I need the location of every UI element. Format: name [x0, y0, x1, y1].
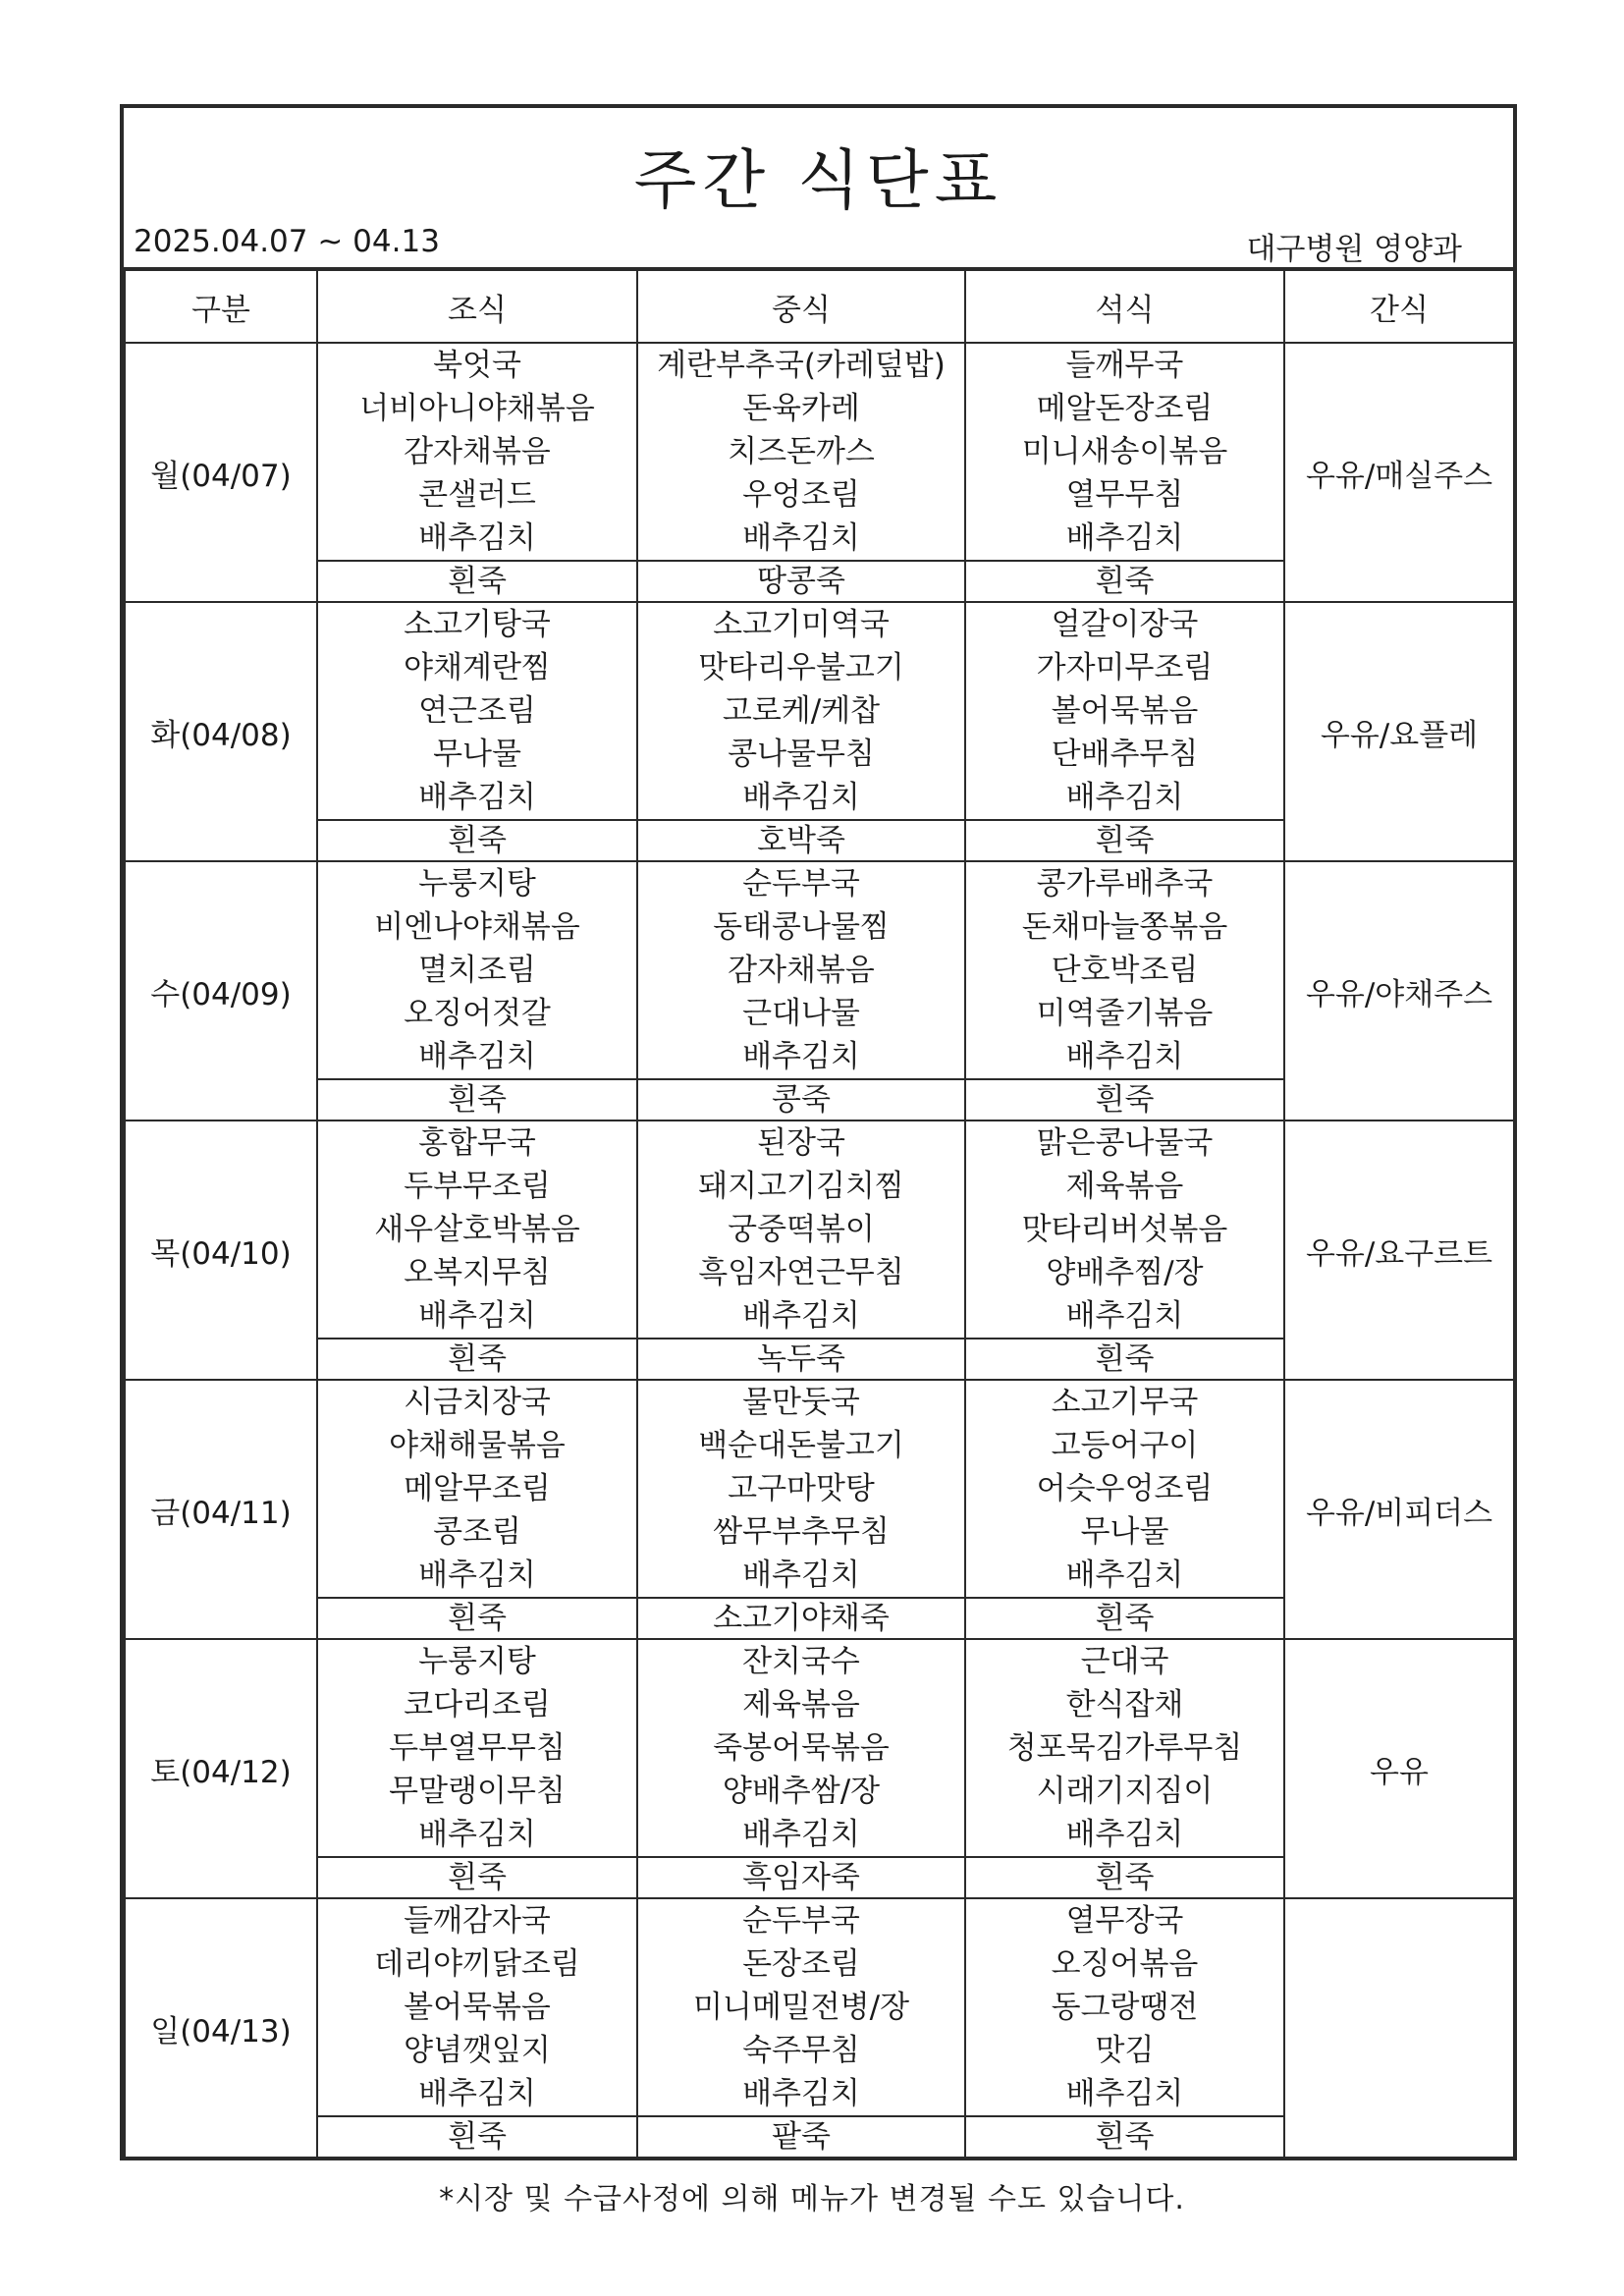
dish-item: 배추김치 — [1065, 780, 1184, 815]
dish-item: 고등어구이 — [1051, 1428, 1199, 1463]
breakfast-cell — [317, 861, 637, 1079]
dinner-cell — [965, 1898, 1284, 2116]
dish-item: 계란부추국(카레덮밥) — [657, 348, 946, 383]
lunch-porridge: 땅콩죽 — [637, 561, 965, 602]
dish-item: 어슷우엉조림 — [1036, 1471, 1214, 1506]
dish-item: 맛타리우불고기 — [698, 650, 904, 685]
day-label: 월(04/07) — [125, 343, 317, 602]
dish-item: 단배추무침 — [1051, 737, 1199, 772]
dish-item: 배추김치 — [418, 2076, 536, 2111]
dish-item: 오복지무침 — [404, 1255, 551, 1290]
lunch-cell — [637, 1121, 965, 1339]
dish-item: 누룽지탕 — [418, 1644, 536, 1679]
lunch-cell — [637, 1639, 965, 1857]
dish-item: 한식잡채 — [1065, 1687, 1184, 1722]
day-label: 토(04/12) — [125, 1639, 317, 1898]
dish-item: 제육볶음 — [742, 1687, 860, 1722]
dish-item: 배추김치 — [1065, 1298, 1184, 1334]
dish-item: 들깨감자국 — [404, 1903, 551, 1939]
dish-item: 근대국 — [1080, 1644, 1169, 1679]
dish-item: 양배추찜/장 — [1046, 1255, 1204, 1290]
dish-item: 양념깻잎지 — [404, 2033, 551, 2068]
dish-item: 두부무조림 — [404, 1169, 551, 1204]
breakfast-porridge: 흰죽 — [317, 1857, 637, 1898]
dish-item: 소고기미역국 — [713, 607, 890, 642]
dish-item: 멸치조림 — [418, 953, 536, 988]
dish-item: 가자미무조림 — [1036, 650, 1214, 685]
day-label: 일(04/13) — [125, 1898, 317, 2158]
dish-item: 시금치장국 — [404, 1385, 551, 1420]
dish-item: 죽봉어묵볶음 — [713, 1730, 890, 1766]
page-title: 주간 식단표 — [633, 142, 1003, 218]
lunch-porridge: 호박죽 — [637, 820, 965, 861]
dish-item: 돈장조림 — [742, 1946, 860, 1982]
dish-item: 배추김치 — [418, 780, 536, 815]
dish-item: 배추김치 — [742, 1817, 860, 1852]
department-name: 대구병원 영양과 — [1246, 232, 1462, 267]
dinner-porridge: 흰죽 — [965, 820, 1284, 861]
dish-item: 들깨무국 — [1065, 348, 1184, 383]
breakfast-cell — [317, 1380, 637, 1598]
dish-item: 야채해물볶음 — [389, 1428, 566, 1463]
breakfast-cell — [317, 1898, 637, 2116]
dish-item: 순두부국 — [742, 1903, 860, 1939]
header-dinner: 석식 — [965, 269, 1284, 343]
day-label: 금(04/11) — [125, 1380, 317, 1639]
dish-item: 배추김치 — [1065, 1039, 1184, 1074]
dish-item: 메알돈장조림 — [1036, 391, 1214, 426]
dish-item: 오징어볶음 — [1051, 1946, 1199, 1982]
dish-item: 청포묵김가루무침 — [1006, 1730, 1243, 1766]
dish-item: 배추김치 — [742, 780, 860, 815]
dish-item: 홍합무국 — [418, 1125, 536, 1161]
lunch-porridge: 소고기야채죽 — [637, 1598, 965, 1639]
breakfast-porridge: 흰죽 — [317, 2116, 637, 2158]
dinner-cell — [965, 1380, 1284, 1598]
dinner-porridge: 흰죽 — [965, 2116, 1284, 2158]
day-row — [125, 1380, 1514, 1598]
dish-item: 배추김치 — [742, 1039, 860, 1074]
dish-item: 무나물 — [1080, 1514, 1169, 1550]
breakfast-cell — [317, 1639, 637, 1857]
breakfast-cell — [317, 602, 637, 820]
lunch-porridge: 콩죽 — [637, 1079, 965, 1121]
dish-item: 배추김치 — [418, 520, 536, 556]
dish-item: 배추김치 — [418, 1817, 536, 1852]
dinner-porridge: 흰죽 — [965, 1598, 1284, 1639]
breakfast-porridge: 흰죽 — [317, 1598, 637, 1639]
dish-item: 소고기무국 — [1051, 1385, 1199, 1420]
breakfast-porridge: 흰죽 — [317, 820, 637, 861]
dinner-cell — [965, 343, 1284, 561]
snack-cell: 우유/요플레 — [1284, 602, 1514, 861]
dish-item: 볼어묵볶음 — [1051, 693, 1199, 729]
dish-item: 단호박조림 — [1051, 953, 1199, 988]
dish-item: 무나물 — [433, 737, 521, 772]
menu-sheet — [120, 104, 1517, 2160]
snack-cell: 우유/비피더스 — [1284, 1380, 1514, 1639]
header-lunch: 중식 — [637, 269, 965, 343]
dinner-porridge: 흰죽 — [965, 1339, 1284, 1380]
dish-item: 배추김치 — [1065, 1558, 1184, 1593]
dish-item: 고로케/케찹 — [722, 693, 881, 729]
snack-cell: 우유/야채주스 — [1284, 861, 1514, 1121]
lunch-cell — [637, 1380, 965, 1598]
dish-item: 콘샐러드 — [418, 477, 536, 513]
snack-cell: 우유/매실주스 — [1284, 343, 1514, 602]
day-row — [125, 1898, 1514, 2116]
day-label: 화(04/08) — [125, 602, 317, 861]
dish-item: 궁중떡볶이 — [728, 1212, 875, 1247]
dish-item: 잔치국수 — [742, 1644, 860, 1679]
menu-body — [125, 343, 1514, 2158]
dish-item: 고구마맛탕 — [728, 1471, 875, 1506]
dish-item: 돈육카레 — [742, 391, 860, 426]
dish-item: 양배추쌈/장 — [722, 1774, 881, 1809]
breakfast-porridge: 흰죽 — [317, 561, 637, 602]
dish-item: 데리야끼닭조림 — [374, 1946, 580, 1982]
dish-item: 동그랑땡전 — [1051, 1990, 1199, 2025]
dish-item: 너비아니야채볶음 — [359, 391, 595, 426]
dish-item: 배추김치 — [418, 1298, 536, 1334]
dinner-cell — [965, 602, 1284, 820]
dinner-porridge: 흰죽 — [965, 1079, 1284, 1121]
lunch-cell — [637, 602, 965, 820]
dish-item: 배추김치 — [418, 1558, 536, 1593]
dish-item: 돈채마늘쫑볶음 — [1021, 909, 1228, 945]
footnote: *시장 및 수급사정에 의해 메뉴가 변경될 수도 있습니다. — [439, 2182, 1185, 2216]
dish-item: 흑임자연근무침 — [698, 1255, 904, 1290]
menu-period: 2025.04.07 ~ 04.13 — [134, 224, 440, 259]
dish-item: 볼어묵볶음 — [404, 1990, 551, 2025]
lunch-cell — [637, 343, 965, 561]
dinner-cell — [965, 861, 1284, 1079]
snack-cell: 우유/요구르트 — [1284, 1121, 1514, 1380]
dish-item: 미니새송이볶음 — [1021, 434, 1228, 469]
day-label: 수(04/09) — [125, 861, 317, 1121]
day-row — [125, 602, 1514, 820]
dish-item: 소고기탕국 — [404, 607, 551, 642]
day-row — [125, 1121, 1514, 1339]
header-day: 구분 — [125, 269, 317, 343]
dish-item: 열무장국 — [1065, 1903, 1184, 1939]
day-label: 목(04/10) — [125, 1121, 317, 1380]
dish-item: 비엔나야채볶음 — [374, 909, 580, 945]
dish-item: 배추김치 — [742, 520, 860, 556]
dish-item: 우엉조림 — [742, 477, 860, 513]
dish-item: 배추김치 — [1065, 1817, 1184, 1852]
dish-item: 동태콩나물찜 — [713, 909, 890, 945]
dinner-porridge: 흰죽 — [965, 1857, 1284, 1898]
dish-item: 돼지고기김치찜 — [698, 1169, 904, 1204]
dish-item: 쌈무부추무침 — [713, 1514, 890, 1550]
dish-item: 배추김치 — [742, 1298, 860, 1334]
dish-item: 물만둣국 — [742, 1385, 860, 1420]
dish-item: 숙주무침 — [742, 2033, 860, 2068]
breakfast-cell — [317, 343, 637, 561]
dish-item: 배추김치 — [1065, 2076, 1184, 2111]
day-row — [125, 1639, 1514, 1857]
dish-item: 백순대돈불고기 — [698, 1428, 904, 1463]
dinner-porridge: 흰죽 — [965, 561, 1284, 602]
dinner-cell — [965, 1121, 1284, 1339]
dish-item: 코다리조림 — [404, 1687, 551, 1722]
dish-item: 콩가루배추국 — [1036, 866, 1214, 902]
breakfast-porridge: 흰죽 — [317, 1079, 637, 1121]
dish-item: 배추김치 — [742, 2076, 860, 2111]
dish-item: 감자채볶음 — [728, 953, 875, 988]
lunch-cell — [637, 861, 965, 1079]
header-breakfast: 조식 — [317, 269, 637, 343]
dish-item: 된장국 — [757, 1125, 845, 1161]
dish-item: 치즈돈까스 — [728, 434, 875, 469]
dinner-cell — [965, 1639, 1284, 1857]
dish-item: 북엇국 — [433, 348, 521, 383]
day-row — [125, 861, 1514, 1079]
snack-cell — [1284, 1898, 1514, 2158]
dish-item: 연근조림 — [418, 693, 536, 729]
breakfast-cell — [317, 1121, 637, 1339]
breakfast-porridge: 흰죽 — [317, 1339, 637, 1380]
dish-item: 맑은콩나물국 — [1036, 1125, 1214, 1161]
dish-item: 얼갈이장국 — [1051, 607, 1199, 642]
dish-item: 새우살호박볶음 — [374, 1212, 580, 1247]
dish-item: 맛김 — [1095, 2033, 1155, 2068]
dish-item: 야채계란찜 — [404, 650, 551, 685]
dish-item: 맛타리버섯볶음 — [1021, 1212, 1228, 1247]
dish-item: 감자채볶음 — [404, 434, 551, 469]
lunch-porridge: 팥죽 — [637, 2116, 965, 2158]
dish-item: 미역줄기볶음 — [1036, 996, 1214, 1031]
dish-item: 열무무침 — [1065, 477, 1184, 513]
header-row — [125, 269, 1514, 343]
dish-item: 누룽지탕 — [418, 866, 536, 902]
dish-item: 배추김치 — [1065, 520, 1184, 556]
dish-item: 콩조림 — [433, 1514, 521, 1550]
snack-cell: 우유 — [1284, 1639, 1514, 1898]
dish-item: 오징어젓갈 — [404, 996, 551, 1031]
dish-item: 시래기지짐이 — [1036, 1774, 1214, 1809]
lunch-cell — [637, 1898, 965, 2116]
dish-item: 무말랭이무침 — [389, 1774, 566, 1809]
dish-item: 콩나물무침 — [728, 737, 875, 772]
header-snack: 간식 — [1284, 269, 1514, 343]
dish-item: 미니메밀전병/장 — [692, 1990, 910, 2025]
lunch-porridge: 흑임자죽 — [637, 1857, 965, 1898]
day-row — [125, 343, 1514, 561]
dish-item: 순두부국 — [742, 866, 860, 902]
dish-item: 메알무조림 — [404, 1471, 551, 1506]
lunch-porridge: 녹두죽 — [637, 1339, 965, 1380]
dish-item: 근대나물 — [742, 996, 860, 1031]
dish-item: 배추김치 — [742, 1558, 860, 1593]
dish-item: 두부열무무침 — [389, 1730, 566, 1766]
dish-item: 제육볶음 — [1065, 1169, 1184, 1204]
weekly-menu-table — [124, 267, 1515, 2159]
dish-item: 배추김치 — [418, 1039, 536, 1074]
